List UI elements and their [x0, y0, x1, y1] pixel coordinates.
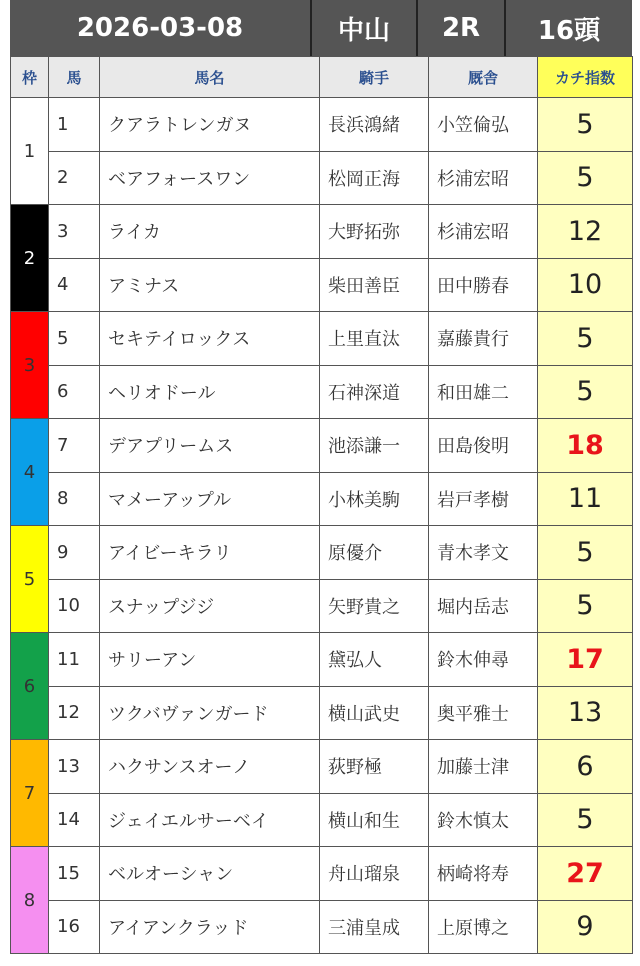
kachi-index-value: 5	[538, 365, 633, 419]
table-row	[11, 793, 633, 847]
col-header-trainer: 厩舎	[429, 57, 538, 98]
horse-number: 9	[49, 526, 100, 580]
horse-number: 11	[49, 633, 100, 687]
race-venue: 中山	[312, 0, 418, 56]
horse-number: 16	[49, 900, 100, 954]
waku-cell: 4	[11, 419, 49, 526]
trainer-name: 小笠倫弘	[429, 98, 538, 152]
horse-number: 3	[49, 205, 100, 259]
jockey-name: 横山和生	[320, 793, 429, 847]
trainer-name: 加藤士津	[429, 740, 538, 794]
jockey-name: 小林美駒	[320, 472, 429, 526]
table-row	[11, 258, 633, 312]
horse-number: 12	[49, 686, 100, 740]
table-row	[11, 847, 633, 901]
horse-name: ベアフォースワン	[100, 151, 320, 205]
trainer-name: 鈴木慎太	[429, 793, 538, 847]
race-header-bar	[0, 0, 640, 58]
jockey-name: 舟山瑠泉	[320, 847, 429, 901]
col-header-kachi-index: カチ指数	[538, 57, 633, 98]
jockey-name: 原優介	[320, 526, 429, 580]
jockey-name: 大野拓弥	[320, 205, 429, 259]
horse-name: ジェイエルサーベイ	[100, 793, 320, 847]
kachi-index-value: 5	[538, 151, 633, 205]
kachi-index-value: 9	[538, 900, 633, 954]
horse-name: ハクサンスオーノ	[100, 740, 320, 794]
jockey-name: 松岡正海	[320, 151, 429, 205]
trainer-name: 鈴木伸尋	[429, 633, 538, 687]
kachi-index-value: 13	[538, 686, 633, 740]
trainer-name: 堀内岳志	[429, 579, 538, 633]
horse-name: ベルオーシャン	[100, 847, 320, 901]
waku-cell: 2	[11, 205, 49, 312]
horse-name: セキテイロックス	[100, 312, 320, 366]
trainer-name: 上原博之	[429, 900, 538, 954]
waku-cell: 7	[11, 740, 49, 847]
table-header-row	[11, 57, 633, 98]
horse-number: 6	[49, 365, 100, 419]
horse-name: クアラトレンガヌ	[100, 98, 320, 152]
waku-cell: 8	[11, 847, 49, 954]
table-row	[11, 633, 633, 687]
kachi-index-value: 18	[538, 419, 633, 473]
table-row	[11, 526, 633, 580]
kachi-index-value: 27	[538, 847, 633, 901]
kachi-index-value: 6	[538, 740, 633, 794]
horse-number: 4	[49, 258, 100, 312]
horse-number: 1	[49, 98, 100, 152]
col-header-waku: 枠	[11, 57, 49, 98]
horse-number: 10	[49, 579, 100, 633]
jockey-name: 上里直汰	[320, 312, 429, 366]
waku-cell: 6	[11, 633, 49, 740]
horse-name: スナップジジ	[100, 579, 320, 633]
horse-number: 2	[49, 151, 100, 205]
table-row	[11, 900, 633, 954]
horse-name: アミナス	[100, 258, 320, 312]
jockey-name: 池添謙一	[320, 419, 429, 473]
kachi-index-value: 5	[538, 526, 633, 580]
table-row	[11, 312, 633, 366]
waku-cell: 3	[11, 312, 49, 419]
horse-number: 7	[49, 419, 100, 473]
horse-number: 15	[49, 847, 100, 901]
table-row	[11, 740, 633, 794]
entry-table	[10, 56, 633, 954]
race-number: 2R	[418, 0, 506, 56]
horse-name: ツクバヴァンガード	[100, 686, 320, 740]
horse-name: ヘリオドール	[100, 365, 320, 419]
jockey-name: 長浜鴻緒	[320, 98, 429, 152]
kachi-index-value: 5	[538, 312, 633, 366]
table-row	[11, 686, 633, 740]
kachi-index-value: 5	[538, 98, 633, 152]
race-date: 2026-03-08	[10, 0, 312, 56]
jockey-name: 柴田善臣	[320, 258, 429, 312]
trainer-name: 杉浦宏昭	[429, 151, 538, 205]
kachi-index-value: 5	[538, 793, 633, 847]
field-size: 16頭	[506, 0, 632, 56]
trainer-name: 田島俊明	[429, 419, 538, 473]
trainer-name: 奥平雅士	[429, 686, 538, 740]
horse-number: 13	[49, 740, 100, 794]
trainer-name: 田中勝春	[429, 258, 538, 312]
horse-number: 14	[49, 793, 100, 847]
trainer-name: 和田雄二	[429, 365, 538, 419]
jockey-name: 矢野貴之	[320, 579, 429, 633]
kachi-index-value: 11	[538, 472, 633, 526]
jockey-name: 荻野極	[320, 740, 429, 794]
horse-name: マメーアップル	[100, 472, 320, 526]
table-row	[11, 419, 633, 473]
trainer-name: 岩戸孝樹	[429, 472, 538, 526]
jockey-name: 黛弘人	[320, 633, 429, 687]
trainer-name: 嘉藤貴行	[429, 312, 538, 366]
horse-number: 5	[49, 312, 100, 366]
jockey-name: 石神深道	[320, 365, 429, 419]
trainer-name: 柄崎将寿	[429, 847, 538, 901]
waku-cell: 1	[11, 98, 49, 205]
horse-name: アイアンクラッド	[100, 900, 320, 954]
kachi-index-value: 12	[538, 205, 633, 259]
col-header-umaban: 馬	[49, 57, 100, 98]
col-header-horse-name: 馬名	[100, 57, 320, 98]
table-row	[11, 365, 633, 419]
table-row	[11, 579, 633, 633]
table-row	[11, 205, 633, 259]
horse-name: サリーアン	[100, 633, 320, 687]
jockey-name: 横山武史	[320, 686, 429, 740]
table-row	[11, 472, 633, 526]
kachi-index-value: 10	[538, 258, 633, 312]
horse-name: ライカ	[100, 205, 320, 259]
trainer-name: 青木孝文	[429, 526, 538, 580]
kachi-index-value: 5	[538, 579, 633, 633]
jockey-name: 三浦皇成	[320, 900, 429, 954]
kachi-index-value: 17	[538, 633, 633, 687]
table-row	[11, 151, 633, 205]
trainer-name: 杉浦宏昭	[429, 205, 538, 259]
horse-name: アイビーキラリ	[100, 526, 320, 580]
entry-rows	[11, 98, 633, 954]
col-header-jockey: 騎手	[320, 57, 429, 98]
waku-cell: 5	[11, 526, 49, 633]
table-row	[11, 98, 633, 152]
horse-name: デアプリームス	[100, 419, 320, 473]
horse-number: 8	[49, 472, 100, 526]
